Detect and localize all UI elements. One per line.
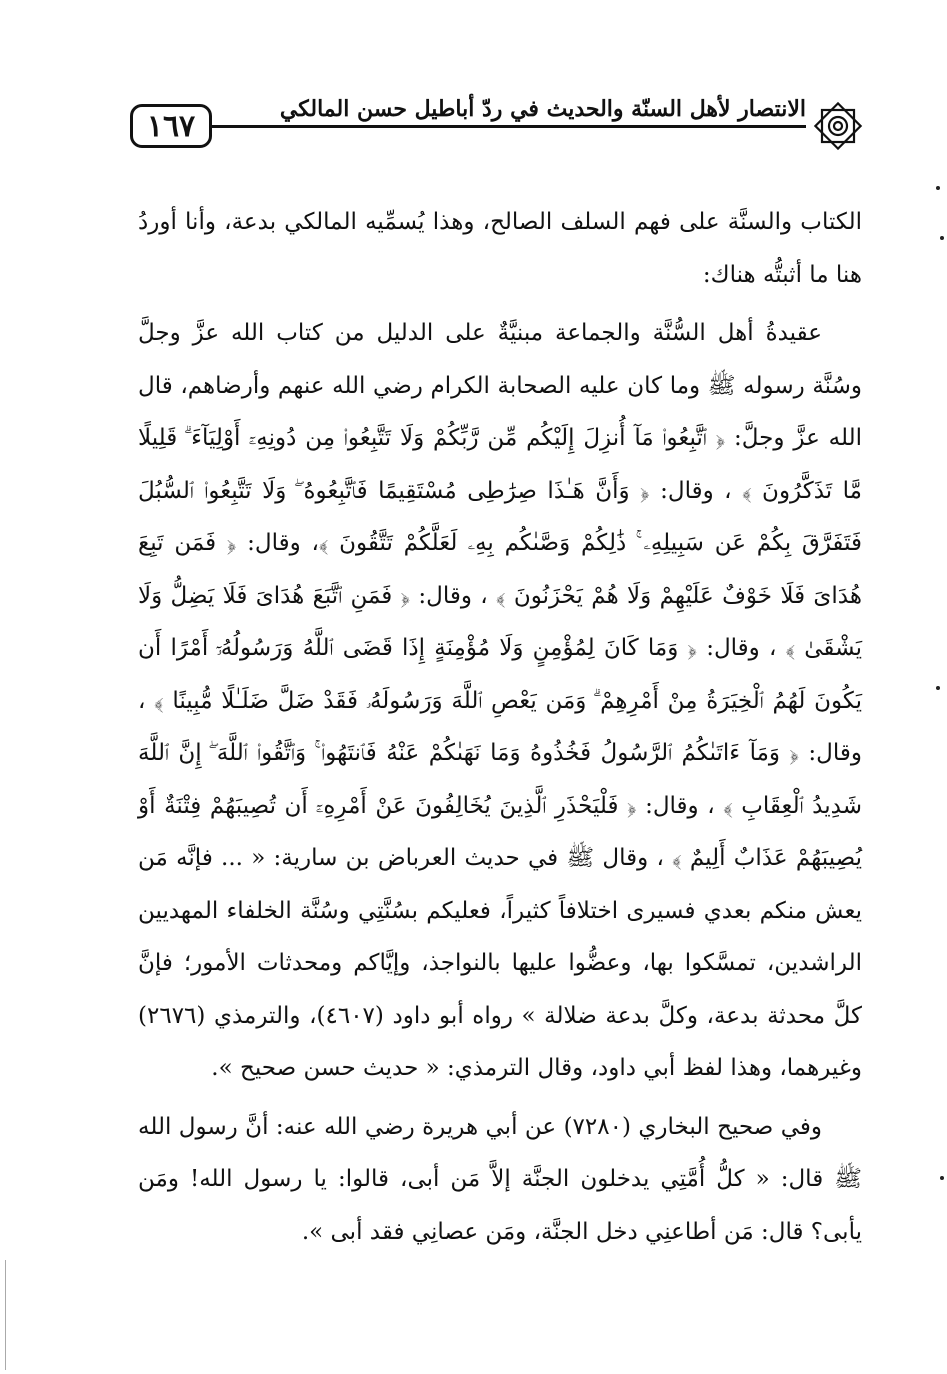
scan-mark (936, 186, 940, 190)
page-number-box (130, 104, 212, 148)
scan-mark (940, 1176, 944, 1180)
paragraph-bukhari-hadith: وفي صحيح البخاري (٧٢٨٠) عن أبي هريرة رضي الله عنه: أنَّ رسول الله ﷺ قال: « كلُّ أُمَّتِي يدخلون الجنَّة إلاَّ مَن أبى، قالوا: يا رسول الله! ومَن يأبى؟ قال: مَن أطاعنِي دخل الجنَّة، ومَن عصانِي فقد أبى ». (138, 1113, 862, 1245)
paragraph-intro: الكتاب والسنَّة على فهم السلف الصالح، وهذا يُسمِّيه المالكي بدعة، وأنا أوردُ هنا ما أثبتُّه هناك: (138, 209, 862, 288)
paragraph-aqeedah: عقيدةُ أهل السُّنَّة والجماعة مبنيَّةٌ على الدليل من كتاب الله عزَّ وجلَّ وسُنَّة رسوله ﷺ وما كان عليه الصحابة الكرام رضي الله عنهم وأرضاهم، قال الله عزَّ وجلَّ: ﴿ ٱتَّبِعُوا۟ مَآ أُنزِلَ إِلَيْكُم مِّن رَّبِّكُمْ وَلَا تَتَّبِعُوا۟ مِن دُونِهِۦٓ أَوْلِيَآءَ ۗ قَلِيلًا مَّا تَذَكَّرُونَ ﴾ ، وقال: ﴿ وَأَنَّ هَـٰذَا صِرَٰطِى مُسْتَقِيمًا فَٱتَّبِعُوهُ ۖ وَلَا تَتَّبِعُوا۟ ٱلسُّبُلَ فَتَفَرَّقَ بِكُمْ عَن سَبِيلِهِۦ ۚ ذَٰلِكُمْ وَصَّىٰكُم بِهِۦ لَعَلَّكُمْ تَتَّقُونَ ﴾، وقال: ﴿ فَمَن تَبِعَ هُدَاىَ فَلَا خَوْفٌ عَلَيْهِمْ وَلَا هُمْ يَحْزَنُونَ ﴾ ، وقال: ﴿ فَمَنِ ٱتَّبَعَ هُدَاىَ فَلَا يَضِلُّ وَلَا يَشْقَىٰ ﴾ ، وقال: ﴿ وَمَا كَانَ لِمُؤْمِنٍ وَلَا مُؤْمِنَةٍ إِذَا قَضَى ٱللَّهُ وَرَسُولُهُۥٓ أَمْرًا أَن يَكُونَ لَهُمُ ٱلْخِيَرَةُ مِنْ أَمْرِهِمْ ۗ وَمَن يَعْصِ ٱللَّهَ وَرَسُولَهُۥ فَقَدْ ضَلَّ ضَلَـٰلًا مُّبِينًا ﴾ ، وقال: ﴿ وَمَآ ءَاتَىٰكُمُ ٱلرَّسُولُ فَخُذُوهُ وَمَا نَهَىٰكُمْ عَنْهُ فَٱنتَهُوا۟ ۚ وَٱتَّقُوا۟ ٱللَّهَ ۖ إِنَّ ٱللَّهَ شَدِيدُ ٱلْعِقَابِ ﴾ ، وقال: ﴿ فَلْيَحْذَرِ ٱلَّذِينَ يُخَالِفُونَ عَنْ أَمْرِهِۦٓ أَن تُصِيبَهُمْ فِتْنَةٌ أَوْ يُصِيبَهُمْ عَذَابٌ أَلِيمٌ ﴾ ، وقال ﷺ في حديث العرباض بن سارية: « ... فإنَّه مَن يعش منكم بعدي فسيرى اختلافاً كثيراً، فعليكم بسُنَّتِي وسُنَّة الخلفاء المهديين الراشدين، تمسَّكوا بها، وعضُّوا عليها بالنواجذ، وإيَّاكم ومحدثات الأمور؛ فإنَّ كلَّ محدثة بدعة، وكلَّ بدعة ضلالة » رواه أبو داود (٤٦٠٧)، والترمذي (٢٦٧٦) وغيرهما، وهذا لفظ أبي داود، وقال الترمذي: « حديث حسن صحيح ». (138, 320, 862, 1081)
header-rule (212, 125, 806, 128)
scan-mark (936, 686, 940, 690)
star-ornament-icon (808, 96, 868, 156)
page-number: ١٦٧ (146, 108, 196, 144)
page-body (138, 196, 862, 1258)
running-header (130, 92, 868, 162)
book-title: الانتصار لأهل السنّة والحديث في ردّ أباطيل حسن المالكي (274, 96, 806, 122)
scan-mark (940, 236, 944, 240)
scan-edge-line (5, 1260, 6, 1370)
